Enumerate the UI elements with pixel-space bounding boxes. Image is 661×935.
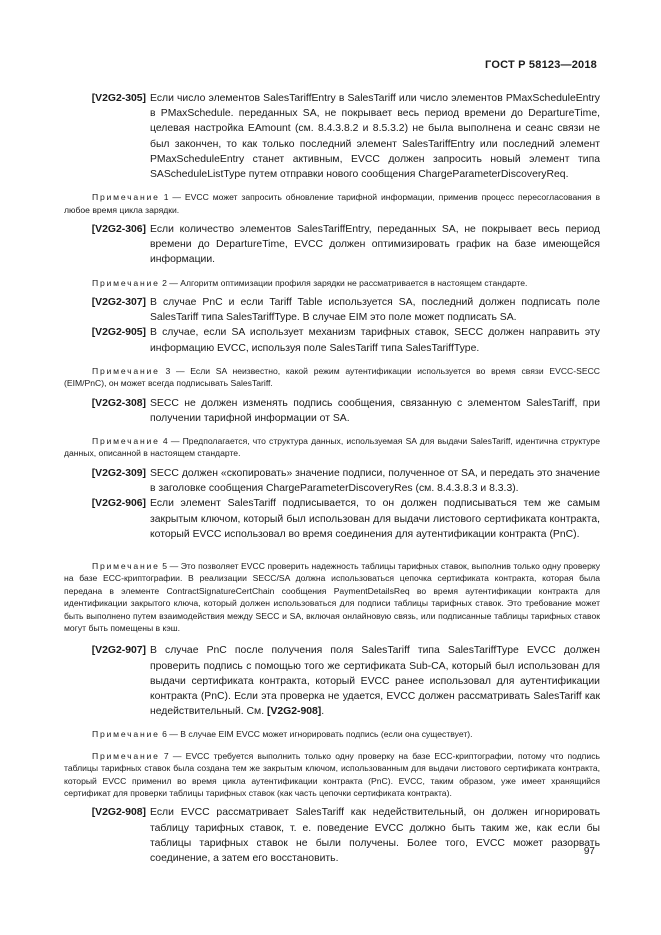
note-6 [64,728,600,740]
note-text: 6 — В случае EIM EVCC может игнорировать подпись (если она существует). [162,729,473,740]
note-2 [64,277,600,289]
requirement-id: [V2G2-908] [91,807,146,819]
requirement-text: Если количество элементов SalesTariffEntry, переданных SA, не покрывает весь период времени до DepartureTime, EVCC должен оптимизировать график на базе имеющейся информации. [150,224,600,266]
requirement-id: [V2G2-906] [91,498,146,510]
requirement-v2g2-308 [64,396,600,426]
requirement-id: [V2G2-309] [91,467,146,479]
note-label: Примечание [92,729,160,740]
note-label: Примечание [92,192,160,203]
cross-reference-link[interactable]: [V2G2-908] [266,706,322,718]
requirement-text: В случае, если SA использует механизм тарифных ставок, SECC должен направить эту информацию EVCC, используя поле SalesTariff типа SalesTariffType. [150,327,600,354]
note-text: 3 — Если SA неизвестно, какой режим аутентификации используется во время связи EVCC-SECC (EIM/PnC), он может всегда подписывать SalesTariff. [64,365,600,389]
requirement-v2g2-907 [64,643,600,719]
note-text: 4 — Предполагается, что структура данных, используемая SA для выдачи SalesTariff, идентична структуре данных, описанной в настоящем стандарте. [64,436,600,459]
requirement-id: [V2G2-306] [91,224,146,236]
note-text: 7 — EVCC требуется выполнить только одну проверку на базе ECC-криптографии, потому что подпись таблицы тарифных ставок была создана тем же закрытым ключом, использованным для выдачи листового сертификата контракта, который EVCC применил во время цикла аутентификации контракта (PnC). EVCC, таким образом, уже имеет хранящийся сертификат для проверки таблицы тарифных ставок (как часть цепочки сертификата контракта). [64,750,600,798]
requirement-text: SECC должен «скопировать» значение подписи, полученное от SA, и передать это значение в заголовке сообщения ChargeParameterDiscoveryRes (см. 8.4.3.8.3 и 8.3.3). [150,467,600,495]
note-label: Примечание [92,750,160,761]
note-text: 2 — Алгоритм оптимизации профиля зарядки не рассматривается в настоящем стандарте. [162,277,528,288]
requirement-text: В случае PnC и если Tariff Table используется SA, последний должен подписать поле SalesTariff типа SalesTariffType. В случае EIM это поле может подписать SA. [150,297,600,324]
note-1 [64,191,600,216]
requirement-text-body: В случае PnC после получения поля SalesTariff типа SalesTariffType EVCC должен проверить подпись с помощью того же сертификата Sub-CA, который был использован для выдачи сертификата контракта, который EVCC ранее использовал для аутентификации контракта (PnC). Если эта проверка не удается, EVCC должен рассматривать SalesTariff как недействительный. См. [150,645,600,718]
requirement-id: [V2G2-307] [91,297,146,309]
requirement-id: [V2G2-907] [91,645,146,657]
requirement-text [150,643,600,719]
requirement-text: Если EVCC рассматривает SalesTariff как недействительный, он должен игнорировать таблицу тарифных ставок, т. е. поведение EVCC должно быть таким же, как если бы таблицы тарифных ставок не были получены. Более того, EVCC может разорвать соединение, а затем его восстановить. [150,807,600,864]
requirement-text: Если элемент SalesTariff подписывается, то он должен подписываться тем же самым закрытым ключом, который был использован для выдачи листового сертификата контракта, который EVCC использовал во время соединения для аутентификации контракта (PnC). [150,498,600,540]
requirement-id: [V2G2-905] [91,327,146,339]
requirement-v2g2-908 [64,805,600,866]
note-label: Примечание [92,560,160,571]
requirement-text: Если число элементов SalesTariffEntry в SalesTariff или число элементов PMaxScheduleEntry в PMaxSchedule. переданных SA, не покрывает весь период времени до DepartureTime, целевая настройка EAmount (см. 8.4.3.8.2 и 8.5.3.2) не была выполнена и сеанс связи не был закончен, то как только последний элемент SalesTariffEntry или последний элемент PMaxScheduleEntry станет активным, EVCC должен запросить новый элемент типа SAScheduleListType путем отправки нового сообщения ChargeParameterDiscoveryReq. [150,93,600,181]
requirement-text-tail: . [321,706,325,718]
requirement-v2g2-906 [64,496,600,542]
requirement-v2g2-305 [64,91,600,182]
note-label: Примечание [92,365,160,376]
requirement-v2g2-306 [64,222,600,268]
requirement-text: SECC не должен изменять подпись сообщения, связанную с элементом SalesTariff, при получении тарифной информации от SA. [150,397,600,424]
requirement-v2g2-309 [64,466,600,496]
note-4 [64,435,600,460]
note-7 [64,750,600,800]
note-3 [64,365,600,390]
page-header: ГОСТ Р 58123—2018 [485,59,597,71]
note-label: Примечание [92,436,160,447]
note-5 [64,560,600,634]
requirement-id: [V2G2-308] [91,397,146,409]
note-label: Примечание [92,277,160,288]
page-number: 97 [583,846,595,857]
note-text: 1 — EVCC может запросить обновление тарифной информации, применив процесс пересогласования в любое время цикла зарядки. [64,192,601,215]
requirement-id: [V2G2-305] [91,93,146,104]
requirement-v2g2-307 [64,295,600,325]
note-text: 5 — Это позволяет EVCC проверить надежность таблицы тарифных ставок, выполнив только одну проверку на базе ECC-криптографии. В реализации SECC/SA должна использоваться цепочка сертификата контракта, которая была передана в элементе ContractSignatureCertChain сообщения PaymentDetailsReq во время аутентификации контракта для идентификации закрытого ключа, который должен использоваться для подписи таблицы тарифных ставок. Это требование может быть выполнено путем взаимодействия между SECC и SA, включая онлайновую связь, или подписанные таблицы тарифных ставок могут быть помещены в кэш. [64,560,600,633]
requirement-v2g2-905 [64,325,600,355]
document-body [64,91,600,866]
